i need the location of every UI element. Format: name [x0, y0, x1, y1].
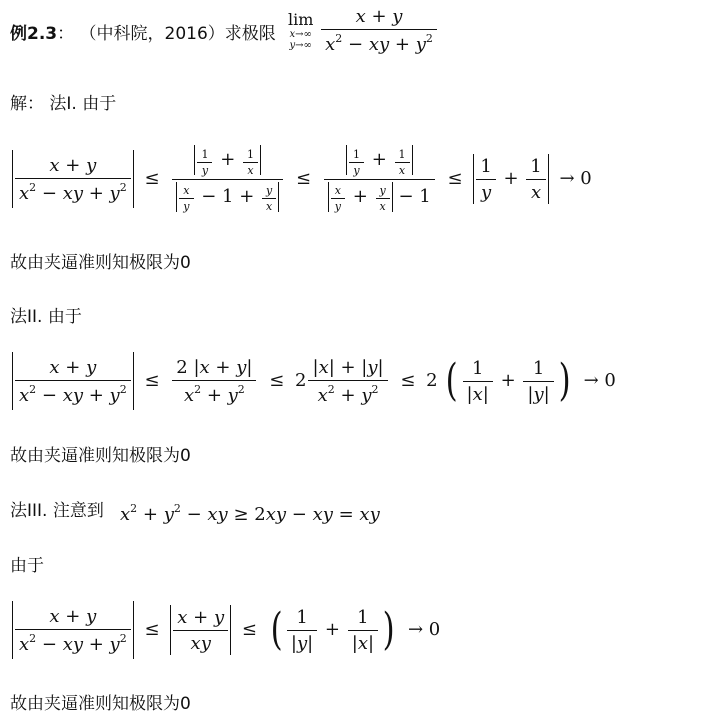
- solution-intro: 解： 法I. 由于: [10, 94, 117, 114]
- method2-label: 法II. 由于: [10, 307, 82, 327]
- method3-since: 由于: [10, 556, 44, 576]
- method3-conclusion: 故由夹逼准则知极限为0: [10, 694, 191, 714]
- example-colon: ：: [57, 24, 75, 44]
- example-label: 例2.3: [10, 24, 58, 44]
- example-heading: [10, 24, 276, 44]
- method3-formula: $\frac{x + y}{x^2 - xy + y^2}$ ≤ $\frac{x + y}{xy}$ ≤ ( $\frac{1}{|y|}$ + $\frac{1}{|x|}$ ) → 0: [12, 601, 445, 659]
- example-source: （中科院，2016）: [79, 24, 225, 44]
- limit-expression: lim x→∞ y→∞ $\frac{x + y}{x^2 - xy + y^2}$: [288, 6, 439, 55]
- method1-formula: $\frac{x + y}{x^2 - xy + y^2}$ ≤ $\frac{1}{y}$ + $\frac{1}{x}$ $\frac{x}{y}$ − 1 + $\frac{y}{x}$ ≤ $\frac{1}{y}$ + $\frac{1}{x}$ $\frac{x}{y}$ + $\frac{y}{x}$ − 1 ≤ $\frac{1}{y}$ + $\frac{1}{x}$ → 0: [12, 145, 597, 213]
- method1-conclusion: 故由夹逼准则知极限为0: [10, 253, 191, 273]
- method2-conclusion: 故由夹逼准则知极限为0: [10, 446, 191, 466]
- method3-label: 法III. 注意到: [10, 501, 104, 521]
- method2-formula: $\frac{x + y}{x^2 - xy + y^2}$ ≤ $\frac{2 |x + y|}{x^2 + y^2}$ ≤ 2 $\frac{|x| + |y|}{x^2 + y^2}$ ≤ 2 ( $\frac{1}{|x|}$ + $\frac{1}{|y|}$ ) → 0: [12, 352, 621, 410]
- example-task: 求极限: [224, 24, 276, 44]
- method3-inequality: $x^2 + y^2$ − xy ≥ 2xy − xy = xy: [120, 502, 380, 525]
